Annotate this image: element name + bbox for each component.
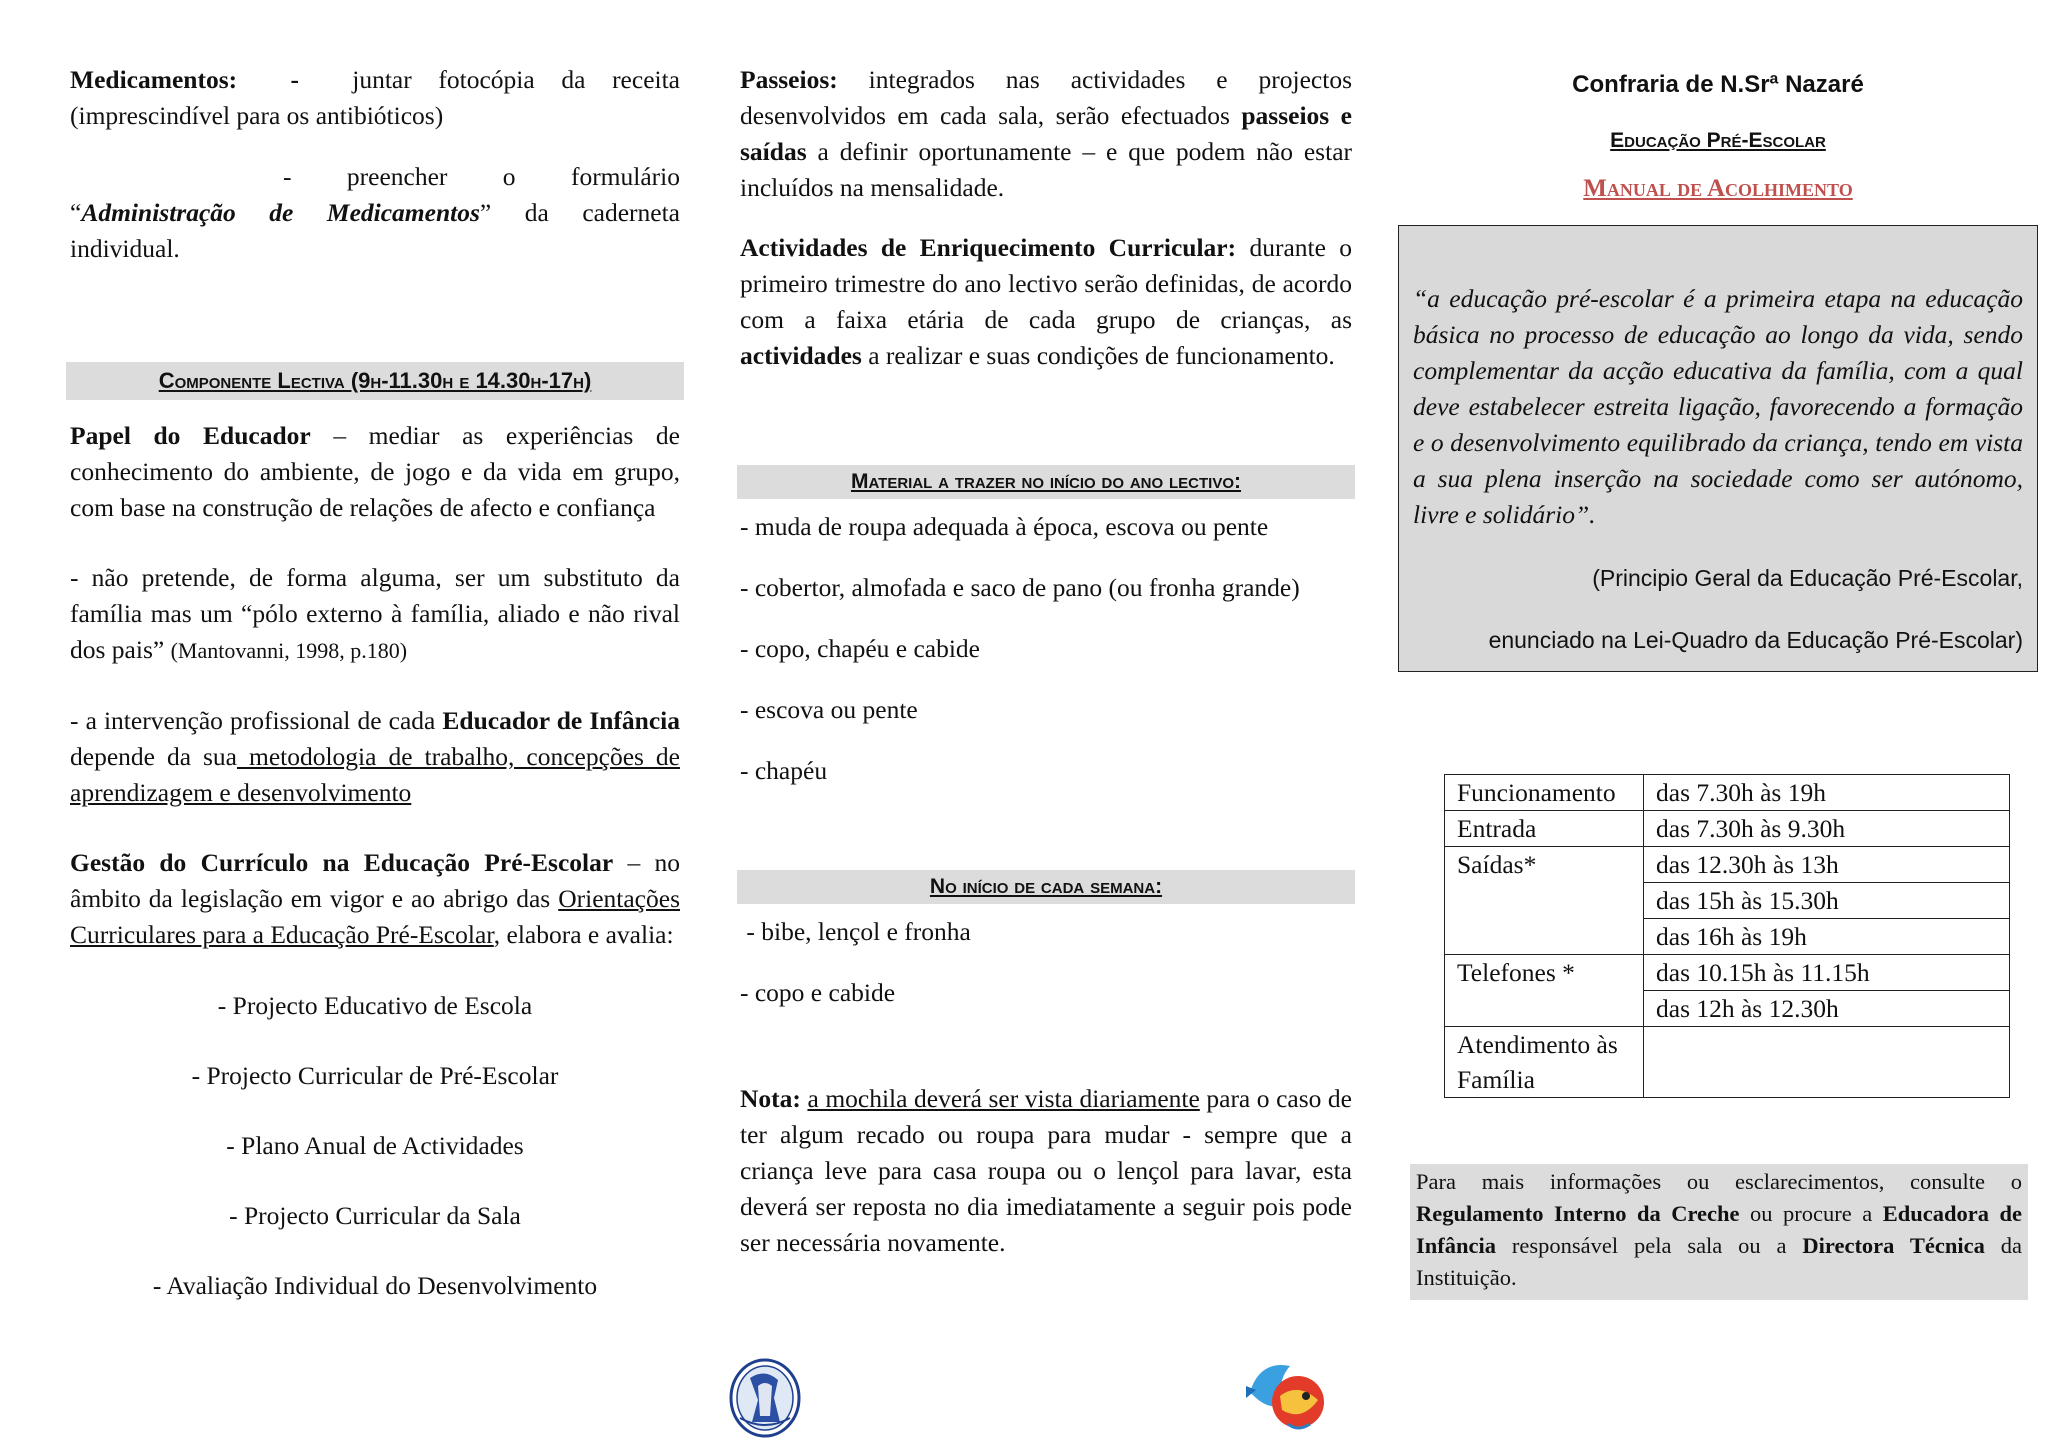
aec-label: Actividades de Enriquecimento Curricular: — [740, 233, 1237, 262]
gestao-label: Gestão do Currículo na Educação Pré-Escolar — [70, 848, 614, 877]
medicamentos-label: Medicamentos: — [70, 65, 238, 94]
nota-underline: a mochila deverá ser vista diariamente — [807, 1084, 1200, 1113]
formulario-paragraph — [70, 195, 680, 267]
saidas-value: das 15h às 15.30h — [1644, 883, 2010, 919]
column-middle — [740, 62, 1352, 1261]
saidas-value: das 12.30h às 13h — [1644, 847, 2010, 883]
list-item: - Projecto Educativo de Escola — [217, 991, 533, 1020]
list-item: - bibe, lençol e fronha — [740, 917, 971, 946]
funcionamento-label: Funcionamento — [1445, 775, 1644, 811]
intervencao-text-2: depende da sua — [70, 742, 237, 771]
material-header: Material a trazer no início do ano lectivo: — [737, 465, 1355, 499]
quote-source-1: (Principio Geral da Educação Pré-Escolar, — [1592, 565, 2023, 591]
papel-educador-text: – mediar as experiências de conhecimento do ambiente, de jogo e da vida em grupo, com base na construção de relações de afecto e confiança — [70, 421, 680, 522]
medicamentos-dash: - — [290, 65, 299, 94]
manual-title: Manual de Acolhimento — [1583, 175, 1853, 202]
passeios-text-2: a definir oportunamente – e que podem não estar incluídos na mensalidade. — [740, 137, 1352, 202]
material-list — [740, 509, 1352, 814]
gestao-paragraph — [70, 845, 680, 953]
actividades-bold: actividades — [740, 341, 862, 370]
quote-text: “a educação pré-escolar é a primeira etapa na educação básica no processo de educação ao longo da vida, sendo complementar da acção educativa da família, com a qual deve estabelecer estreita ligação, favorecendo a formação e o desenvolvimento equilibrado da criança, tendo em vista a sua plena inserção na sociedade como ser autónomo, livre e solidário”. — [1413, 284, 2023, 529]
entrada-label: Entrada — [1445, 811, 1644, 847]
info-text-4: da Instituição. — [1416, 1233, 2022, 1290]
nao-pretende-paragraph — [70, 560, 680, 669]
list-item: - Projecto Curricular da Sala — [229, 1201, 521, 1230]
orientacoes-link: Orientações Curriculares para a Educação Pré-Escolar — [70, 884, 680, 949]
quote-open: “ — [70, 198, 82, 227]
directora-bold: Directora Técnica — [1802, 1233, 1985, 1258]
saidas-label: Saídas* — [1445, 847, 1644, 955]
formulario-line — [70, 159, 680, 195]
projects-list — [70, 971, 680, 1321]
passeios-text: integrados nas actividades e projectos desenvolvidos em cada sala, serão efectuados — [740, 65, 1352, 130]
atendimento-label: Atendimento às Família — [1445, 1027, 1644, 1098]
table-row — [1445, 955, 2010, 991]
list-item: - cobertor, almofada e saco de pano (ou fronha grande) — [740, 573, 1300, 602]
metodologia-underline: metodologia de trabalho, concepções de aprendizagem e desenvolvimento — [70, 742, 680, 807]
org-name: Confraria de N.Srª Nazaré — [1572, 71, 1864, 98]
medicamentos-text: juntar fotocópia da receita (imprescindível para os antibióticos) — [70, 65, 680, 130]
quote-box — [1398, 225, 2038, 672]
formulario-name: Administração de Medicamentos — [81, 198, 480, 227]
table-row — [1445, 847, 2010, 883]
confraria-logo-icon — [728, 1358, 802, 1443]
nota-label: Nota: — [740, 1084, 801, 1113]
list-item: - escova ou pente — [740, 695, 918, 724]
list-item: - Avaliação Individual do Desenvolvimento — [152, 1271, 598, 1300]
aec-paragraph — [740, 230, 1352, 374]
hours-table — [1444, 774, 2010, 1098]
semana-header: No início de cada semana: — [737, 870, 1355, 904]
passeios-label: Passeios: — [740, 65, 838, 94]
info-text-3: responsável pela sala ou a — [1496, 1233, 1803, 1258]
nao-pretende-text: - não pretende, de forma alguma, ser um substituto da família mas um “pólo externo à família, aliado e não rival dos pais” — [70, 563, 680, 664]
componente-lectiva-header: Componente Lectiva (9h-11.30h e 14.30h-17h) — [66, 362, 684, 400]
telefones-value: das 10.15h às 11.15h — [1644, 955, 2010, 991]
saidas-value: das 16h às 19h — [1644, 919, 2010, 955]
column-right — [1398, 62, 2038, 1290]
nota-text: para o caso de ter algum recado ou roupa para mudar - sempre que a criança leve para casa roupa ou o lençol para lavar, esta deverá ser reposta no dia imediatamente a seguir pois pode ser necessária novamente. — [740, 1084, 1353, 1257]
gestao-text: – no âmbito da legislação em vigor e ao abrigo das — [70, 848, 681, 913]
medicamentos-paragraph — [70, 62, 680, 134]
table-row — [1445, 775, 2010, 811]
entrada-value: das 7.30h às 9.30h — [1644, 811, 2010, 847]
info-text-2: ou procure a — [1739, 1201, 1883, 1226]
formulario-rest: ” da caderneta individual. — [70, 198, 680, 263]
quote-source-2: enunciado na Lei-Quadro da Educação Pré-Escolar) — [1488, 627, 2023, 653]
aec-text-2: a realizar e suas condições de funcionamento. — [861, 341, 1335, 370]
table-row — [1445, 1027, 2010, 1098]
intervencao-text: - a intervenção profissional de cada — [70, 706, 443, 735]
list-item: - copo e cabide — [740, 978, 896, 1007]
info-box — [1410, 1164, 2028, 1300]
regulamento-bold: Regulamento Interno da Creche — [1416, 1201, 1740, 1226]
passeios-paragraph — [740, 62, 1352, 206]
formulario-text: - preencher o formulário — [283, 162, 680, 191]
papel-educador-label: Papel do Educador — [70, 421, 311, 450]
telefones-value: das 12h às 12.30h — [1644, 991, 2010, 1027]
papel-educador-paragraph — [70, 418, 680, 526]
passeios-bold: passeios e saídas — [740, 101, 1352, 166]
info-text: Para mais informações ou esclarecimentos, consulte o — [1416, 1169, 2022, 1194]
list-item: - muda de roupa adequada à época, escova ou pente — [740, 512, 1269, 541]
semana-list — [740, 914, 1352, 1036]
list-item: - chapéu — [740, 756, 828, 785]
list-item: - copo, chapéu e cabide — [740, 634, 980, 663]
nota-paragraph — [740, 1081, 1352, 1261]
fish-logo-icon — [1240, 1352, 1332, 1443]
gestao-text-2: , elabora e avalia: — [493, 920, 674, 949]
intervencao-paragraph — [70, 703, 680, 811]
subtitle: Educação Pré-Escolar — [1610, 129, 1826, 152]
aec-text: durante o primeiro trimestre do ano lectivo serão definidas, de acordo com a faixa etária de cada grupo de crianças, as — [740, 233, 1353, 334]
list-item: - Projecto Curricular de Pré-Escolar — [191, 1061, 559, 1090]
list-item: - Plano Anual de Actividades — [226, 1131, 524, 1160]
atendimento-value — [1644, 1027, 2010, 1098]
telefones-label: Telefones * — [1445, 955, 1644, 1027]
educadora-bold: Educadora de Infância — [1416, 1201, 2022, 1258]
educador-infancia-bold: Educador de Infância — [442, 706, 680, 735]
table-row — [1445, 811, 2010, 847]
column-left — [70, 62, 680, 1321]
funcionamento-value: das 7.30h às 19h — [1644, 775, 2010, 811]
citation: (Mantovanni, 1998, p.180) — [170, 638, 408, 663]
